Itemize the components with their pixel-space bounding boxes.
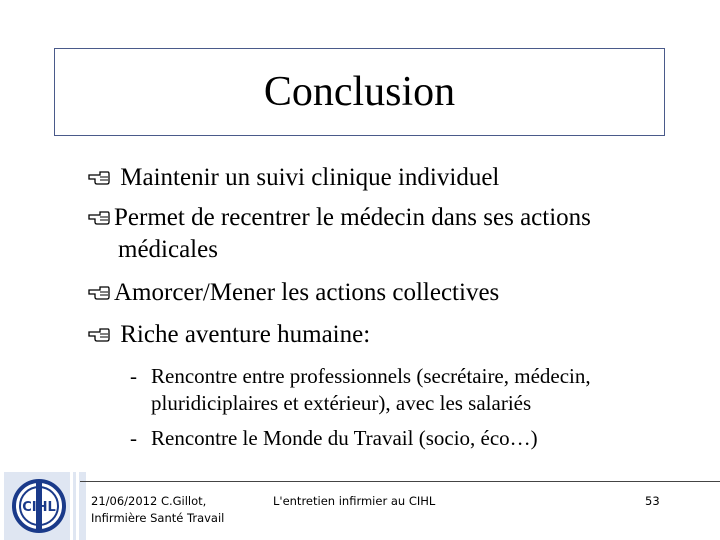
footer-page-number: 53 [645,494,660,508]
sub-bullet-text: Rencontre entre professionnels (secrétaire, médecin, [151,364,591,388]
footer-date-author: 21/06/2012 C.Gillot, [91,494,207,508]
cihl-logo-icon [11,478,67,534]
pointing-hand-icon [88,322,110,342]
sub-bullet-dash: - [130,426,137,450]
pointing-hand-icon [88,205,110,225]
logo-panel [4,472,86,540]
bullet-text: Maintenir un suivi clinique individuel [114,164,500,191]
footer-divider [80,481,720,482]
bullet-item [88,278,499,308]
pointing-hand-icon [88,280,110,300]
bullet-continuation [118,235,218,265]
bullet-item [88,163,499,193]
sub-bullet-text: pluridiciplaires et extérieur), avec les salariés [151,391,532,415]
bullet-text: Amorcer/Mener les actions collectives [114,279,500,306]
footer-center-title: L'entretien infirmier au CIHL [273,494,436,508]
bullet-text: Permet de recentrer le médecin dans ses actions [114,204,591,231]
footer-role: Infirmière Santé Travail [91,511,225,525]
sub-bullet-dash: - [130,364,137,388]
bullet-text: Riche aventure humaine: [114,321,371,348]
pointing-hand-icon [88,165,110,185]
logo-text: CIHL [22,500,56,515]
sub-bullet-text: Rencontre le Monde du Travail (socio, éco…) [151,426,538,450]
bullet-text: médicales [118,236,218,263]
slide-title: Conclusion [263,69,456,115]
bullet-item [88,203,591,233]
bullet-item [88,320,370,350]
